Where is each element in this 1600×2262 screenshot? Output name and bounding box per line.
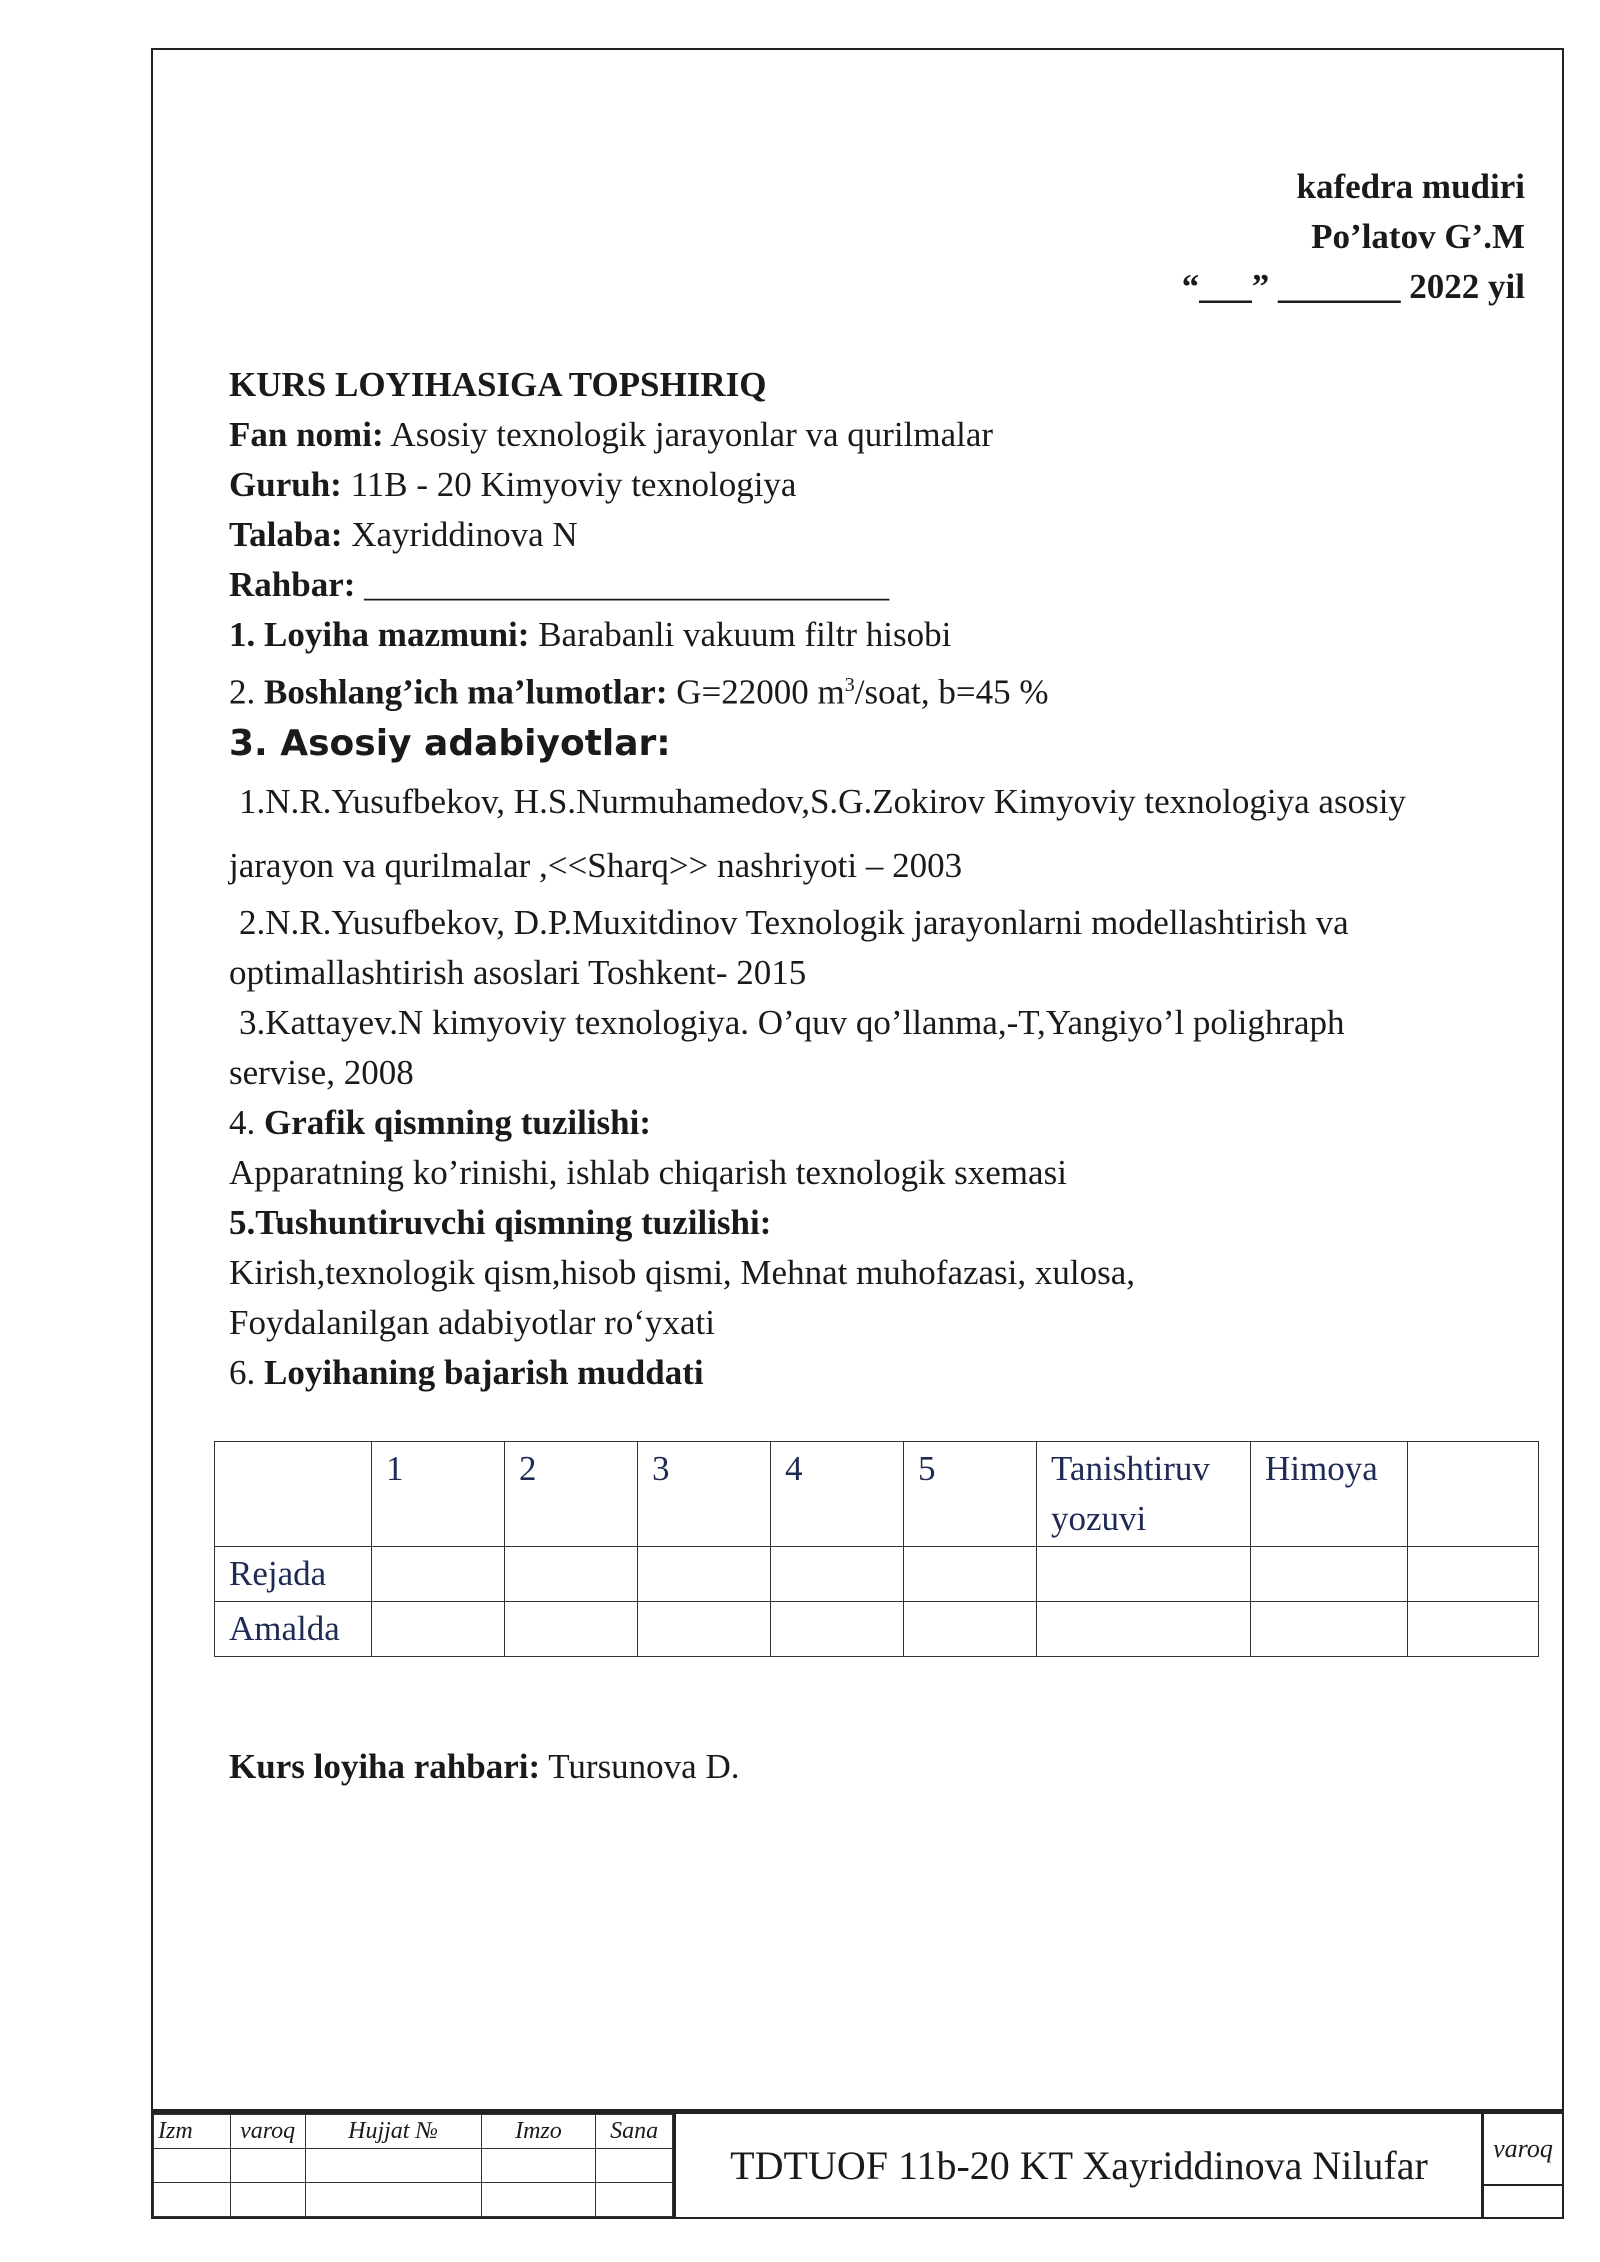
section-1-label: 1. Loyiha mazmuni: — [229, 615, 530, 654]
schedule-row — [215, 1602, 1539, 1657]
literature-2b: optimallashtirish asoslari Toshkent- 2015 — [229, 952, 807, 992]
schedule-row — [215, 1547, 1539, 1602]
schedule-cell — [904, 1602, 1037, 1657]
section-1-value: Barabanli vakuum filtr hisobi — [529, 615, 952, 654]
approval-position: kafedra mudiri — [1296, 167, 1525, 206]
stamp-cell — [596, 2183, 673, 2217]
section-1 — [229, 610, 1529, 660]
talaba-label: Talaba: — [229, 515, 343, 554]
title-block — [151, 2111, 1564, 2219]
schedule-cell — [1251, 1547, 1408, 1602]
literature-3b: servise, 2008 — [229, 1052, 414, 1092]
section-4-num: 4. — [229, 1102, 264, 1142]
section-2-value-a: G=22000 m — [667, 672, 845, 712]
schedule-cell — [372, 1602, 505, 1657]
schedule-cell — [505, 1602, 638, 1657]
section-6-label: Loyihaning bajarish muddati — [264, 1352, 704, 1392]
schedule-row-label: Rejada — [215, 1547, 372, 1602]
schedule-cell — [1251, 1602, 1408, 1657]
section-2-value-b: /soat, b=45 % — [854, 672, 1049, 712]
schedule-cell — [372, 1547, 505, 1602]
guruh-line — [229, 460, 1529, 510]
literature-2a: 2.N.R.Yusufbekov, D.P.Muxitdinov Texnologik jarayonlarni modellashtirish va — [239, 902, 1349, 942]
title-block-sheet-label: varoq — [1484, 2114, 1562, 2186]
schedule-header-cell — [1408, 1442, 1539, 1547]
rahbar-line — [229, 560, 1529, 610]
fan-value: Asosiy texnologik jarayonlar va qurilmalar — [383, 415, 994, 454]
stamp-cell — [481, 2183, 595, 2217]
schedule-cell — [771, 1602, 904, 1657]
assignment-title: KURS LOYIHASIGA TOPSHIRIQ — [229, 365, 767, 404]
schedule-header-cell: 1 — [372, 1442, 505, 1547]
section-2-label: Boshlang’ich ma’lumotlar: — [264, 672, 668, 712]
approval-date: “___” _______ 2022 yil — [1181, 267, 1525, 306]
stamp-col-izm: Izm — [154, 2115, 231, 2149]
schedule-header-cell: Tanishtiruv yozuvi — [1037, 1442, 1251, 1547]
fan-label: Fan nomi: — [229, 415, 384, 454]
stamp-cell — [305, 2149, 481, 2183]
literature-1a: 1.N.R.Yusufbekov, H.S.Nurmuhamedov,S.G.Zokirov Kimyoviy texnologiya asosiy — [239, 781, 1406, 821]
supervisor-label: Kurs loyiha rahbari: — [229, 1747, 541, 1786]
supervisor-line — [229, 1742, 740, 1792]
schedule-cell — [638, 1547, 771, 1602]
title-block-grid — [153, 2114, 676, 2217]
stamp-cell — [305, 2183, 481, 2217]
section-6 — [229, 1348, 1529, 1398]
stamp-cell — [596, 2149, 673, 2183]
stamp-col-sana: Sana — [596, 2115, 673, 2149]
schedule-cell — [1037, 1547, 1251, 1602]
stamp-cell — [481, 2149, 595, 2183]
schedule-row-label: Amalda — [215, 1602, 372, 1657]
stamp-cell — [154, 2149, 231, 2183]
schedule-cell — [638, 1602, 771, 1657]
schedule-header-cell: 3 — [638, 1442, 771, 1547]
literature-1b: jarayon va qurilmalar ,<<Sharq>> nashriyoti – 2003 — [229, 845, 963, 885]
schedule-header-cell — [215, 1442, 372, 1547]
section-5-value-a: Kirish,texnologik qism,hisob qismi, Mehnat muhofazasi, xulosa, — [229, 1252, 1136, 1292]
schedule-cell — [1037, 1602, 1251, 1657]
schedule-cell — [904, 1547, 1037, 1602]
rahbar-value: ______________________________ — [355, 565, 890, 604]
stamp-cell — [154, 2183, 231, 2217]
title-block-title: TDTUOF 11b-20 KT Xayriddinova Nilufar — [730, 2143, 1428, 2188]
stamp-col-varoq: varoq — [230, 2115, 305, 2149]
approval-name: Po’latov G’.M — [1311, 217, 1525, 256]
stamp-col-hujjat: Hujjat № — [305, 2115, 481, 2149]
section-4 — [229, 1098, 1529, 1148]
schedule-cell — [505, 1547, 638, 1602]
talaba-value: Xayriddinova N — [342, 515, 578, 554]
section-2-num: 2. — [229, 672, 264, 712]
section-2-sup: 3 — [844, 674, 855, 696]
schedule-cell — [1408, 1602, 1539, 1657]
section-2 — [229, 660, 1529, 718]
rahbar-label: Rahbar: — [229, 565, 356, 604]
approval-block — [1182, 162, 1525, 312]
section-5-value-b: Foydalanilgan adabiyotlar ro‘yxati — [229, 1302, 715, 1342]
section-3-label: 3. Asosiy adabiyotlar: — [229, 722, 671, 764]
schedule-header-cell: Himoya — [1251, 1442, 1408, 1547]
title-block-sheet — [1481, 2114, 1562, 2217]
section-4-label: Grafik qismning tuzilishi: — [264, 1102, 652, 1142]
schedule-cell — [771, 1547, 904, 1602]
stamp-cell — [230, 2183, 305, 2217]
schedule-header-row — [215, 1442, 1539, 1547]
schedule-header-cell: 5 — [904, 1442, 1037, 1547]
section-6-num: 6. — [229, 1352, 264, 1392]
section-4-value: Apparatning ko’rinishi, ishlab chiqarish texnologik sxemasi — [229, 1152, 1067, 1192]
schedule-header-cell: 2 — [505, 1442, 638, 1547]
stamp-cell — [230, 2149, 305, 2183]
guruh-value: 11B - 20 Kimyoviy texnologiya — [341, 465, 797, 504]
stamp-col-imzo: Imzo — [481, 2115, 595, 2149]
fan-line — [229, 410, 1529, 460]
schedule-cell — [1408, 1547, 1539, 1602]
literature-3a: 3.Kattayev.N kimyoviy texnologiya. O’quv qo’llanma,-T,Yangiyo’l polighraph — [239, 1002, 1345, 1042]
talaba-line — [229, 510, 1529, 560]
supervisor-name: Tursunova D. — [540, 1747, 740, 1786]
guruh-label: Guruh: — [229, 465, 342, 504]
schedule-header-cell: 4 — [771, 1442, 904, 1547]
assignment-content — [229, 360, 1529, 1398]
schedule-table — [214, 1441, 1539, 1657]
section-5-label: 5.Tushuntiruvchi qismning tuzilishi: — [229, 1202, 772, 1242]
